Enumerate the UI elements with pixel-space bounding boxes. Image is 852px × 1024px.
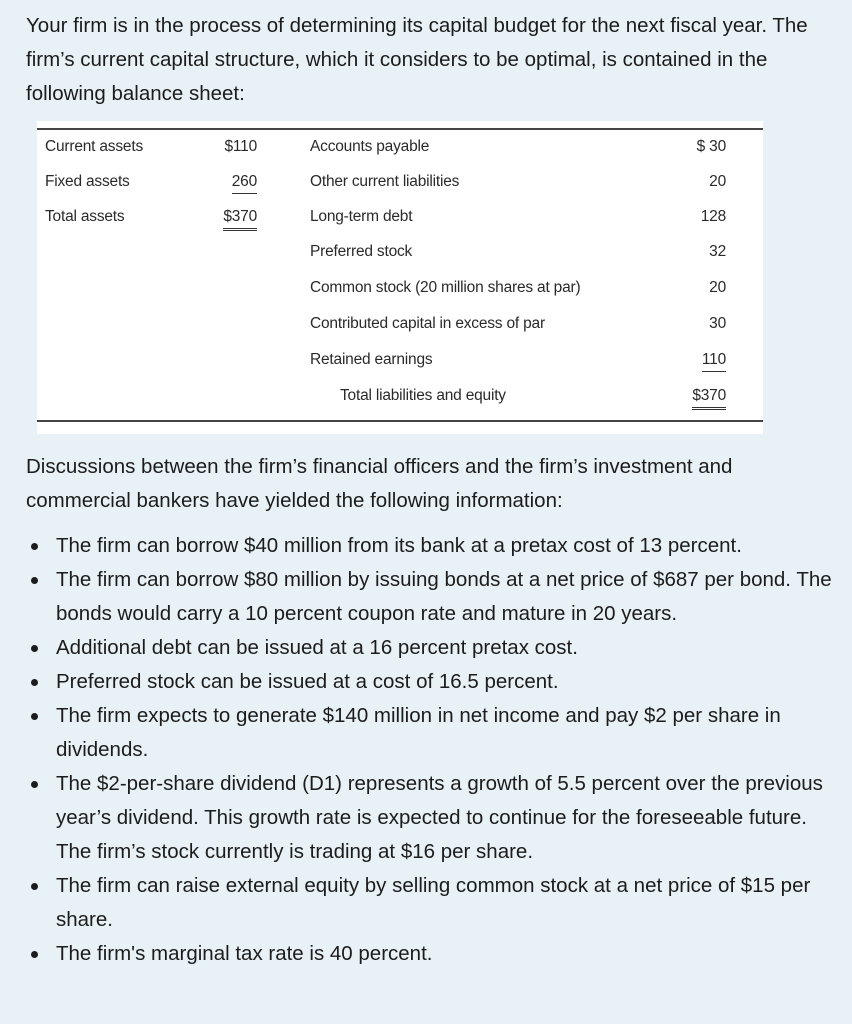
long-term-debt-value: 128 <box>700 208 726 225</box>
preferred-stock-value: 32 <box>709 243 726 260</box>
bullet-icon <box>31 645 38 652</box>
problem-intro: Your firm is in the process of determining its capital budget for the next fiscal year. The firm’s current capital structure, which it considers to be optimal, is contained in the following balance sheet: <box>26 14 808 105</box>
discussion-paragraph: Discussions between the firm’s financial officers and the firm’s investment and commercial bankers have yielded the following information: <box>26 455 733 512</box>
list-item <box>26 869 838 937</box>
bullet-icon <box>31 679 38 686</box>
list-item <box>26 699 838 767</box>
accounts-payable-value: $ 30 <box>696 138 726 155</box>
bullet-icon <box>31 951 38 958</box>
list-item <box>26 767 838 869</box>
list-item-text: The firm can raise external equity by selling common stock at a net price of $15 per share. <box>56 874 811 931</box>
list-item <box>26 631 838 665</box>
total-liabilities-equity-value: $370 <box>692 386 726 410</box>
list-item <box>26 529 838 563</box>
other-current-liabilities-value: 20 <box>709 173 726 190</box>
list-item <box>26 937 838 971</box>
common-stock-value: 20 <box>709 279 726 296</box>
total-assets-label: Total assets <box>45 208 125 225</box>
list-item-text: The firm can borrow $40 million from its bank at a pretax cost of 13 percent. <box>56 534 742 557</box>
balance-sheet <box>37 121 763 434</box>
balance-sheet-top-rule <box>37 128 763 130</box>
list-item-text: The firm's marginal tax rate is 40 percent. <box>56 942 433 965</box>
other-current-liabilities-label: Other current liabilities <box>310 173 460 190</box>
list-item-text: The $2-per-share dividend (D1) represents a growth of 5.5 percent over the previous year’s dividend. This growth rate is expected to continue for the foreseeable future. The firm’s stock currently is trading at $16 per share. <box>56 772 823 863</box>
contributed-capital-value: 30 <box>709 315 726 332</box>
retained-earnings-value: 110 <box>702 350 726 372</box>
fixed-assets-value: 260 <box>232 172 257 194</box>
long-term-debt-label: Long-term debt <box>310 208 413 225</box>
list-item-text: Preferred stock can be issued at a cost of 16.5 percent. <box>56 670 559 693</box>
balance-sheet-bottom-rule <box>37 420 763 422</box>
list-item-text: The firm expects to generate $140 million in net income and pay $2 per share in dividends. <box>56 704 781 761</box>
bullet-icon <box>31 781 38 788</box>
current-assets-label: Current assets <box>45 138 143 155</box>
information-list <box>26 529 838 971</box>
list-item <box>26 665 838 699</box>
fixed-assets-label: Fixed assets <box>45 173 130 190</box>
common-stock-label: Common stock (20 million shares at par) <box>310 279 581 296</box>
total-liabilities-equity-label: Total liabilities and equity <box>340 387 506 404</box>
list-item <box>26 563 838 631</box>
retained-earnings-label: Retained earnings <box>310 351 433 368</box>
bullet-icon <box>31 543 38 550</box>
preferred-stock-label: Preferred stock <box>310 243 413 260</box>
bullet-icon <box>31 577 38 584</box>
list-item-text: Additional debt can be issued at a 16 percent pretax cost. <box>56 636 578 659</box>
current-assets-value: $110 <box>224 138 257 155</box>
total-assets-value: $370 <box>223 207 257 231</box>
list-item-text: The firm can borrow $80 million by issuing bonds at a net price of $687 per bond. The bonds would carry a 10 percent coupon rate and mature in 20 years. <box>56 568 832 625</box>
bullet-icon <box>31 713 38 720</box>
accounts-payable-label: Accounts payable <box>310 138 430 155</box>
contributed-capital-label: Contributed capital in excess of par <box>310 315 545 332</box>
bullet-icon <box>31 883 38 890</box>
